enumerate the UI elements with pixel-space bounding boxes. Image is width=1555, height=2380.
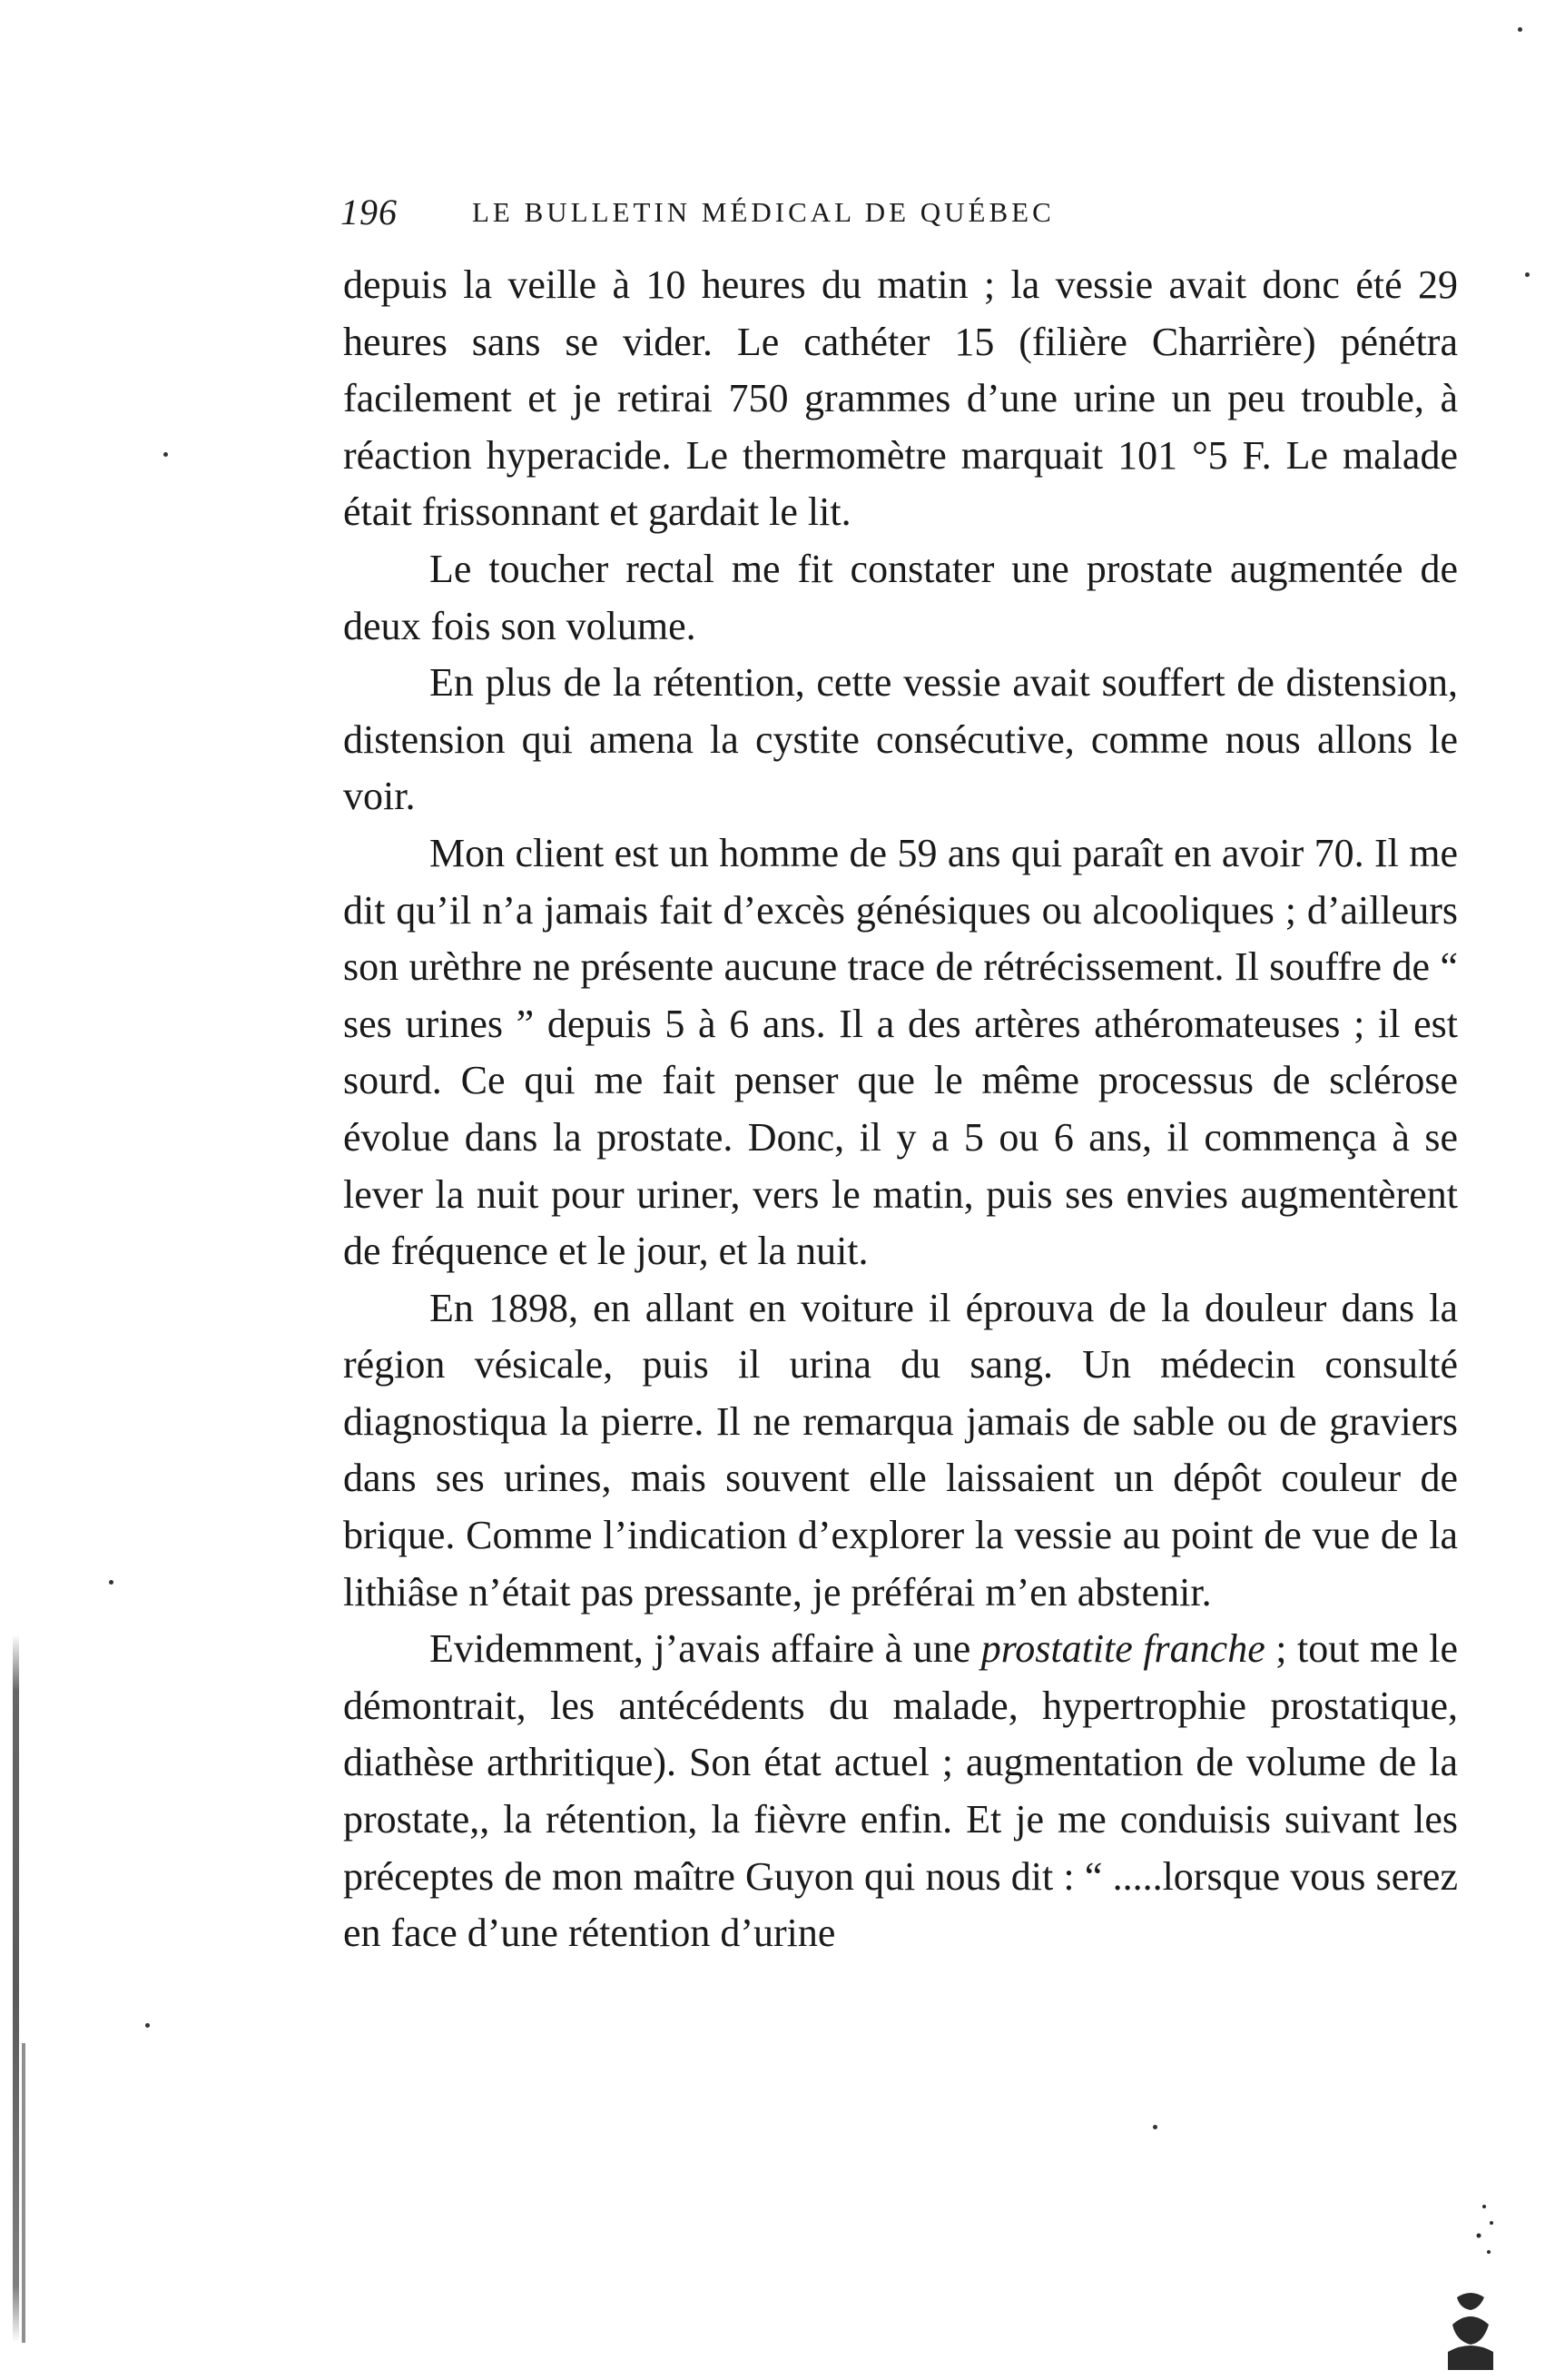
diagnosis-text-after: ; tout me le démontrait, les antécédents du malade, hypertrophie prostatique, diathèse arthritique). Son état actuel ; augmentation de volume de la prostate,, la rétention, la fièvre enfin. Et je me conduisis suivant les préceptes de mon maître Guyon qui nous dit : “ .....lorsque vous serez en face d’une rétention d’urine	[343, 1626, 1458, 1956]
diagnosis-emphasis: prostatite franche	[980, 1626, 1265, 1672]
stray-mark	[163, 452, 168, 457]
paragraph-diagnosis	[343, 1621, 1458, 1962]
paragraph-rectal-exam: Le toucher rectal me fit constater une prostate augmentée de deux fois son volume.	[343, 546, 1458, 648]
stray-mark	[1518, 27, 1522, 32]
scan-edge-mark-secondary	[22, 2043, 25, 2343]
page-header	[340, 191, 1484, 245]
running-title: LE BULLETIN MÉDICAL DE QUÉBEC	[472, 196, 1055, 228]
page-number: 196	[340, 192, 398, 232]
paragraph-patient-history: Mon client est un homme de 59 ans qui paraît en avoir 70. Il me dit qu’il n’a jamais fait d’excès génésiques ou alcooliques ; d’ailleurs son urèthre ne présente aucune trace de rétrécissement. Il souffre de “ ses urines ” depuis 5 à 6 ans. Il a des artères athéromateuses ; il est sourd. Ce qui me fait penser que le même processus de sclérose évolue dans la prostate. Donc, il y a 5 ou 6 ans, il commença à se lever la nuit pour uriner, vers le matin, puis ses envies augmentèrent de fréquence et le jour, et la nuit.	[343, 830, 1458, 1274]
stray-mark	[109, 1580, 113, 1585]
paragraph-distension: En plus de la rétention, cette vessie avait souffert de distension, distension qui amena la cystite consécutive, comme nous allons le voir.	[343, 660, 1458, 819]
stray-mark	[1525, 272, 1530, 277]
scan-edge-mark	[13, 1634, 19, 2343]
diagnosis-text-before: Evidemment, j’avais affaire à une	[429, 1626, 981, 1672]
body-text	[343, 257, 1458, 1962]
paragraph-1898-episode: En 1898, en allant en voiture il éprouva de la douleur dans la région vésicale, puis il urina du sang. Un médecin consulté diagnostiqua la pierre. Il ne remarqua jamais de sable ou de graviers dans ses urines, mais souvent elle laissaient un dépôt couleur de brique. Comme l’indication d’explorer la vessie au point de vue de la lithiâse n’était pas pressante, je préférai m’en abstenir.	[343, 1285, 1458, 1615]
stray-mark	[145, 2023, 150, 2028]
stray-mark	[1153, 2125, 1157, 2129]
ornament-icon	[1439, 2188, 1502, 2370]
paragraph-continuation: depuis la veille à 10 heures du matin ; la vessie avait donc été 29 heures sans se vider. Le cathéter 15 (filière Charrière) pénétra facilement et je retirai 750 grammes d’une urine un peu trouble, à réaction hyperacide. Le thermomètre marquait 101 °5 F. Le malade était frissonnant et gardait le lit.	[343, 262, 1458, 535]
